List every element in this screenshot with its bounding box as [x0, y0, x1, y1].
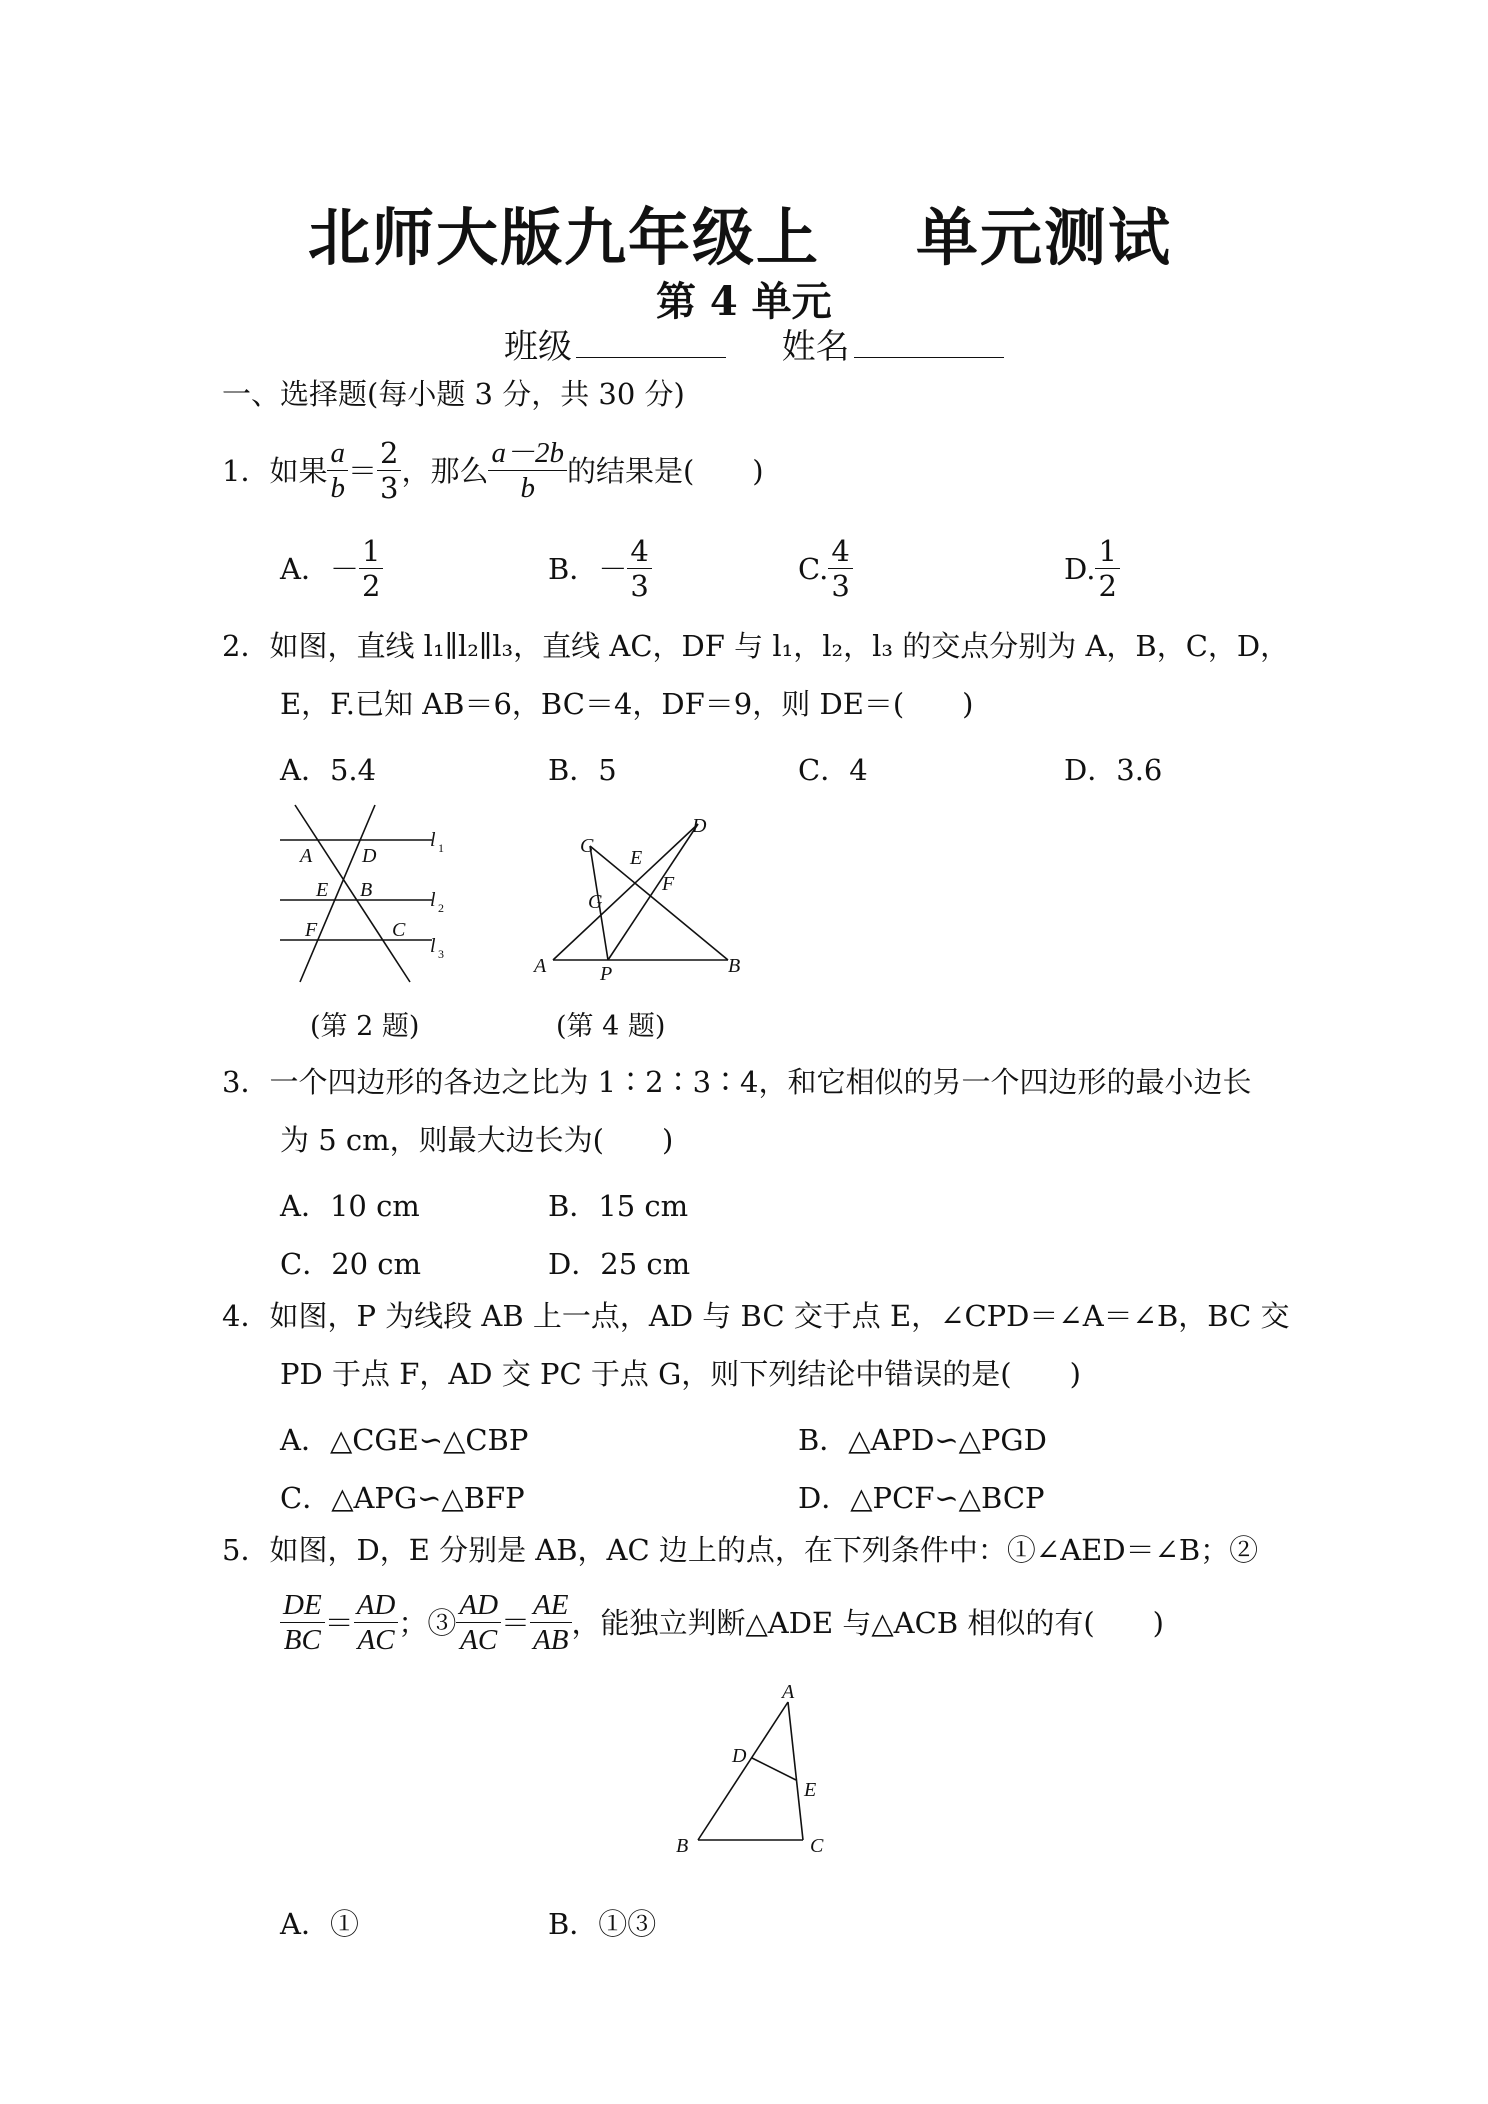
q1-option-c[interactable]: C. $\frac{4}{3}$ [798, 538, 853, 604]
q5-fraction-1: $\frac{DE}{BC}$ [280, 1590, 325, 1656]
q2-option-a[interactable]: A．5.4 [280, 753, 377, 787]
q1-option-d[interactable]: D. $\frac{1}{2}$ [1064, 538, 1120, 604]
label-F: F [305, 919, 318, 941]
title-left: 北师大版九年级上 [308, 201, 821, 274]
figure-q4-caption: (第 4 题) [556, 1011, 666, 1042]
q3-option-c[interactable]: C．20 cm [280, 1247, 422, 1281]
q1-pre: 如果 [269, 453, 328, 488]
label-B: B [676, 1835, 689, 1857]
label-A: A [534, 955, 547, 977]
figure-q4 [528, 808, 758, 988]
unit-heading: 第 4 单元 [656, 278, 832, 325]
q1-fraction-2: $\frac{2}{3}$ [377, 438, 401, 504]
q1-option-a[interactable]: A．－ $\frac{1}{2}$ [280, 538, 383, 604]
label-C: C [392, 919, 406, 941]
q2-option-b[interactable]: B．5 [548, 753, 617, 787]
question-4-line-2: PD 于点 F，AD 交 PC 于点 G，则下列结论中错误的是( ) [280, 1357, 1081, 1391]
title-right: 单元测试 [916, 201, 1173, 274]
label-C: C [810, 1835, 824, 1857]
figure-q2 [270, 800, 470, 990]
question-4-line-1: 4．如图，P 为线段 AB 上一点，AD 与 BC 交于点 E，∠CPD＝∠A＝∠B，BC 交 [222, 1299, 1290, 1333]
q3-option-a[interactable]: A．10 cm [280, 1189, 420, 1223]
segment-ad [553, 824, 698, 960]
question-2-line-2: E，F.已知 AB＝6，BC＝4，DF＝9，则 DE＝( ) [280, 687, 974, 721]
q5-option-b[interactable]: B．①③ [548, 1907, 657, 1941]
segment-cb [590, 846, 728, 960]
segment-pd [608, 824, 698, 960]
class-label: 班级 [504, 327, 572, 367]
label-C: C [580, 835, 594, 857]
figure-q2-caption: (第 2 题) [310, 1011, 420, 1042]
question-5-line-1: 5．如图，D，E 分别是 AB，AC 边上的点，在下列条件中：①∠AED＝∠B；② [222, 1533, 1259, 1567]
label-l3-sub: 3 [438, 947, 444, 961]
q4-option-a[interactable]: A．△CGE∽△CBP [280, 1423, 529, 1457]
segment-ab [698, 1702, 788, 1840]
q4-option-d[interactable]: D．△PCF∽△BCP [798, 1481, 1045, 1515]
q1-option-b[interactable]: B．－ $\frac{4}{3}$ [548, 538, 652, 604]
name-label: 姓名 [781, 327, 850, 367]
label-D: D [732, 1745, 747, 1767]
q1-eq: ＝ [347, 453, 377, 488]
name-blank[interactable] [854, 357, 1004, 358]
figure-q5 [668, 1680, 838, 1860]
segment-de [752, 1758, 796, 1780]
label-B: B [360, 879, 373, 901]
q4-option-b[interactable]: B．△APD∽△PGD [798, 1423, 1047, 1457]
label-G: G [588, 891, 603, 913]
q1-number: 1． [222, 453, 270, 488]
label-A: A [300, 845, 313, 867]
label-l1: l [430, 829, 436, 851]
page-title [308, 188, 1172, 277]
q1-fraction-3: $\frac{a-2b}{b}$ [488, 438, 567, 504]
label-B: B [728, 955, 741, 977]
q3-option-d[interactable]: D．25 cm [548, 1247, 691, 1281]
q1-mid: ，那么 [401, 453, 489, 488]
segment-ac [788, 1702, 803, 1840]
label-E: E [316, 879, 329, 901]
q1-fraction-1: $\frac{a}{b}$ [327, 438, 348, 504]
q5-fraction-3: $\frac{AD}{AC}$ [456, 1590, 501, 1656]
section-heading: 一、选择题(每小题 3 分，共 30 分) [222, 377, 685, 411]
label-D: D [362, 845, 377, 867]
line-ac [295, 805, 410, 982]
label-A: A [782, 1681, 795, 1703]
q1-post: 的结果是( ) [566, 453, 764, 488]
label-l2-sub: 2 [438, 901, 444, 915]
label-D: D [692, 815, 707, 837]
label-l3: l [430, 935, 436, 957]
class-blank[interactable] [576, 357, 726, 358]
label-l1-sub: 1 [438, 841, 444, 855]
q4-option-c[interactable]: C．△APG∽△BFP [280, 1481, 525, 1515]
q5-fraction-2: $\frac{AD}{AC}$ [354, 1590, 399, 1656]
question-3-line-1: 3．一个四边形的各边之比为 1∶2∶3∶4，和它相似的另一个四边形的最小边长 [222, 1065, 1252, 1099]
question-1 [222, 436, 764, 506]
question-5-line-2: $\frac{DE}{BC}$ ＝ $\frac{AD}{AC}$ ；③ $\frac{AD}{AC}$ ＝ $\frac{AE}{AB}$ ，能独立判断△ADE 与△ACB 相似的有( ) [280, 1592, 1164, 1658]
label-P: P [600, 963, 613, 985]
label-F: F [662, 873, 675, 895]
question-3-line-2: 为 5 cm，则最大边长为( ) [280, 1123, 674, 1157]
label-E: E [804, 1779, 817, 1801]
q2-option-c[interactable]: C．4 [798, 753, 868, 787]
q5-option-a[interactable]: A．① [280, 1907, 359, 1941]
class-name-row [504, 327, 1004, 367]
label-E: E [630, 847, 643, 869]
q5-fraction-4: $\frac{AE}{AB}$ [530, 1590, 571, 1656]
label-l2: l [430, 889, 436, 911]
question-2-line-1: 2．如图，直线 l₁∥l₂∥l₃，直线 AC，DF 与 l₁，l₂，l₃ 的交点分别为 A，B，C，D， [222, 629, 1290, 663]
q2-option-d[interactable]: D．3.6 [1064, 753, 1163, 787]
q3-option-b[interactable]: B．15 cm [548, 1189, 689, 1223]
